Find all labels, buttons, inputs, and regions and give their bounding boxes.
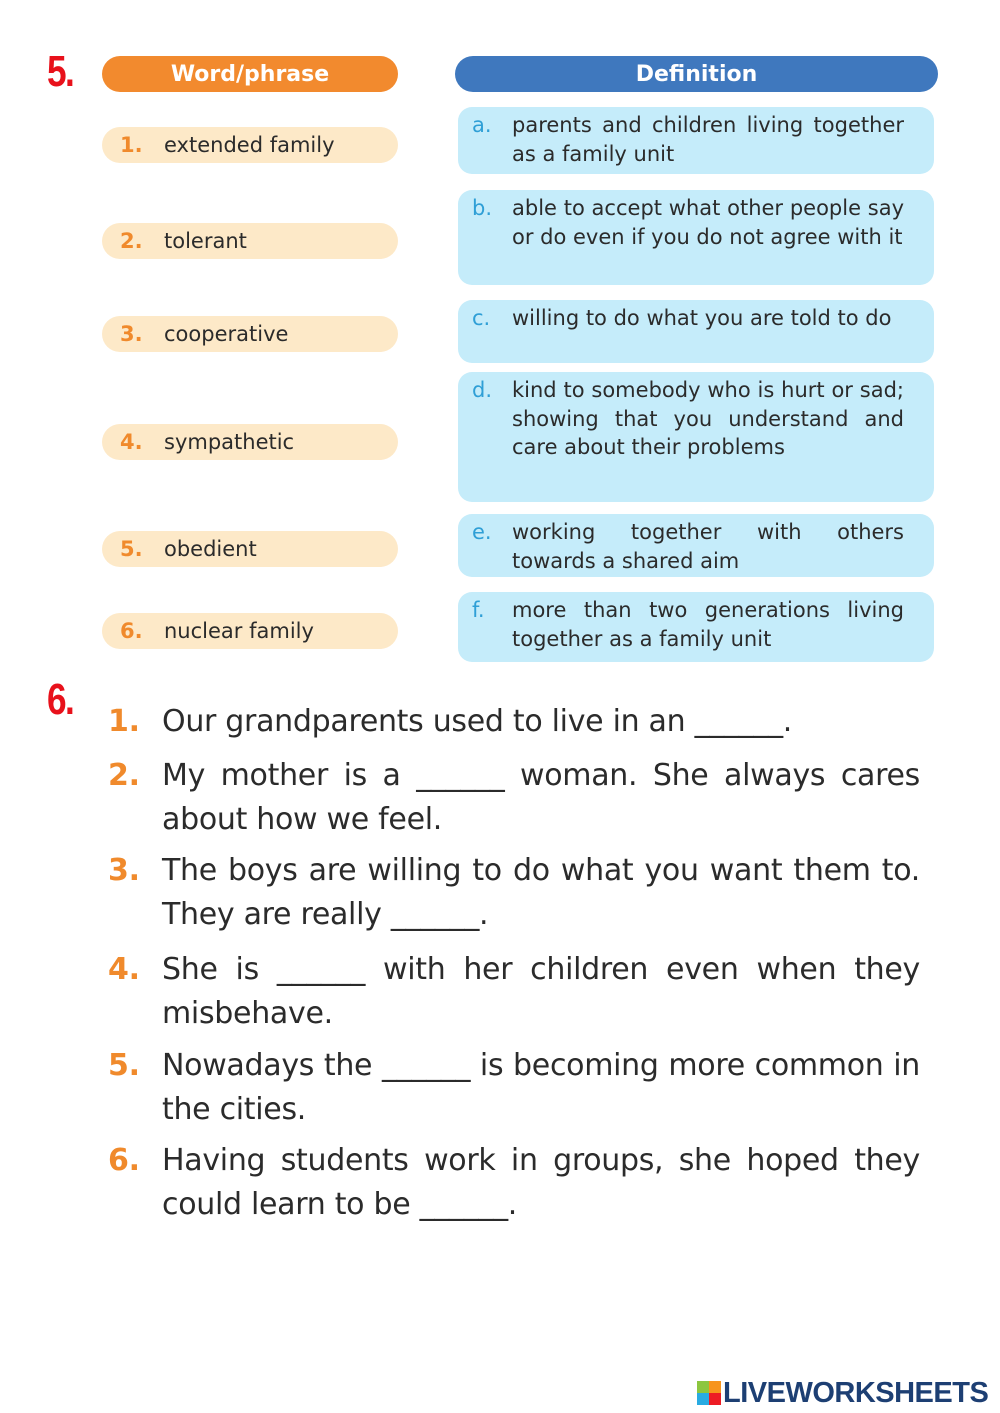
liveworksheets-logo-icon	[697, 1381, 721, 1405]
word-text: sympathetic	[164, 430, 295, 454]
exercise-5-number: 5.	[47, 47, 74, 96]
word-text: extended family	[164, 133, 335, 157]
question-number: 4.	[108, 952, 140, 987]
word-phrase-header: Word/phrase	[102, 56, 398, 92]
question-text: Having students work in groups, she hoped they could learn to be ______.	[162, 1143, 920, 1222]
word-number: 6.	[120, 619, 143, 643]
definition-text: more than two generations living together as a family unit	[512, 598, 904, 651]
question-number: 3.	[108, 853, 140, 888]
word-item-2[interactable]	[102, 223, 398, 259]
question-number: 2.	[108, 758, 140, 793]
logo-square-1	[697, 1381, 709, 1393]
word-number: 4.	[120, 430, 143, 454]
liveworksheets-logo[interactable]	[697, 1378, 988, 1408]
definition-letter: f.	[472, 598, 485, 622]
definition-text: able to accept what other people say or do even if you do not agree with it	[512, 196, 904, 249]
question-4	[108, 948, 920, 1036]
word-number: 1.	[120, 133, 143, 157]
definition-letter: e.	[472, 520, 492, 544]
question-5	[108, 1044, 920, 1132]
definition-letter: b.	[472, 196, 493, 220]
word-number: 3.	[120, 322, 143, 346]
question-text: She is ______ with her children even when they misbehave.	[162, 952, 920, 1031]
word-item-3[interactable]	[102, 316, 398, 352]
word-text: nuclear family	[164, 619, 314, 643]
definition-item-c[interactable]	[458, 300, 934, 363]
definition-item-e[interactable]	[458, 514, 934, 577]
word-number: 5.	[120, 537, 143, 561]
question-2	[108, 754, 920, 842]
definition-letter: c.	[472, 306, 491, 330]
question-text: Our grandparents used to live in an ______.	[162, 704, 793, 739]
exercise-6-number: 6.	[47, 675, 74, 724]
question-3	[108, 849, 920, 937]
word-number: 2.	[120, 229, 143, 253]
word-item-4[interactable]	[102, 424, 398, 460]
definition-item-d[interactable]	[458, 372, 934, 502]
definition-item-a[interactable]	[458, 107, 934, 174]
logo-square-2	[709, 1381, 721, 1393]
definition-letter: a.	[472, 113, 492, 137]
question-1	[108, 700, 920, 744]
question-text: My mother is a ______ woman. She always cares about how we feel.	[162, 758, 920, 837]
logo-text: LIVEWORKSHEETS	[723, 1376, 989, 1409]
word-item-6[interactable]	[102, 613, 398, 649]
definition-text: parents and children living together as a family unit	[512, 113, 904, 166]
definition-item-f[interactable]	[458, 592, 934, 662]
question-number: 1.	[108, 704, 140, 739]
definition-text: kind to somebody who is hurt or sad; showing that you understand and care about their problems	[512, 378, 904, 459]
word-text: obedient	[164, 537, 257, 561]
definition-letter: d.	[472, 378, 493, 402]
logo-square-3	[697, 1393, 709, 1405]
logo-square-4	[709, 1393, 721, 1405]
word-text: cooperative	[164, 322, 289, 346]
word-item-5[interactable]	[102, 531, 398, 567]
question-number: 5.	[108, 1048, 140, 1083]
definition-text: willing to do what you are told to do	[512, 306, 892, 330]
definition-header: Definition	[455, 56, 938, 92]
definition-text: working together with others towards a shared aim	[512, 520, 904, 573]
definition-item-b[interactable]	[458, 190, 934, 285]
question-text: Nowadays the ______ is becoming more common in the cities.	[162, 1048, 920, 1127]
word-item-1[interactable]	[102, 127, 398, 163]
question-text: The boys are willing to do what you want them to. They are really ______.	[162, 853, 920, 932]
word-text: tolerant	[164, 229, 247, 253]
question-6	[108, 1139, 920, 1227]
question-number: 6.	[108, 1143, 140, 1178]
